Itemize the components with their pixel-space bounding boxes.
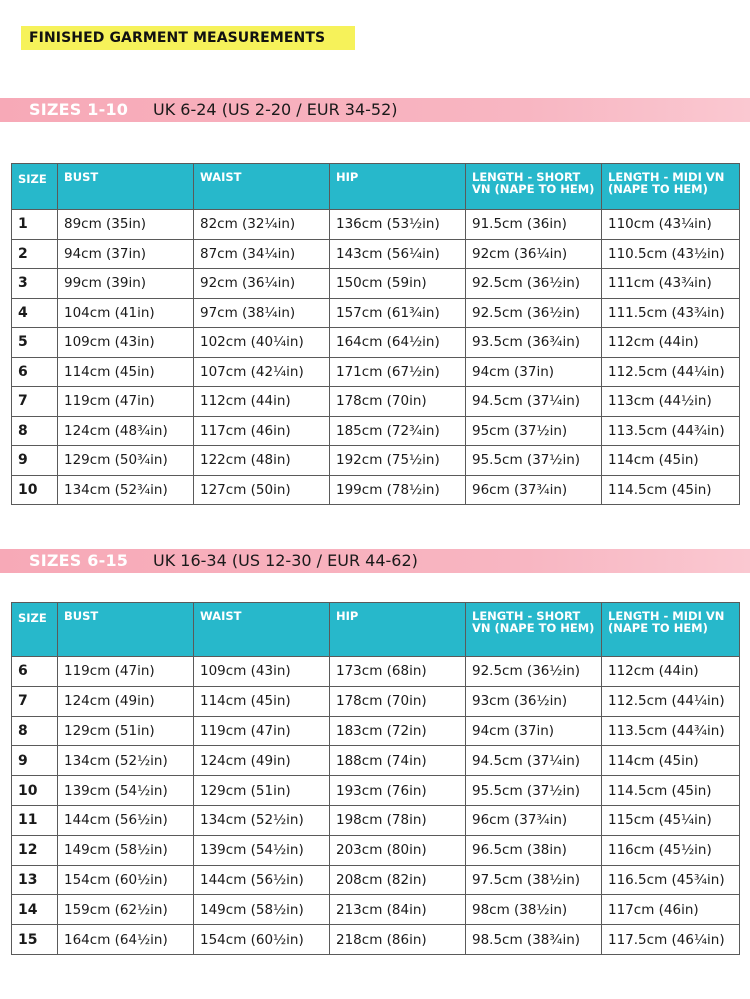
section-subtitle: UK 6-24 (US 2-20 / EUR 34-52) [153,100,398,119]
length-midi-cell: 116cm (45½in) [602,835,740,865]
length-short-cell: 92.5cm (36½in) [466,269,602,299]
table-row [12,805,740,835]
length-midi-cell: 112cm (44in) [602,657,740,687]
length-midi-cell: 110.5cm (43½in) [602,239,740,269]
waist-cell: 127cm (50in) [194,475,330,505]
length-short-cell: 92.5cm (36½in) [466,657,602,687]
waist-cell: 129cm (51in) [194,776,330,806]
bust-cell: 154cm (60½in) [58,865,194,895]
section-label: SIZES 6-15 [29,551,129,570]
hip-cell: 171cm (67½in) [330,357,466,387]
hip-cell: 193cm (76in) [330,776,466,806]
length-short-cell: 98.5cm (38¾in) [466,925,602,955]
length-short-cell: 94.5cm (37¼in) [466,746,602,776]
section-band-2 [0,549,750,573]
bust-cell: 164cm (64½in) [58,925,194,955]
column-header-size: SIZE [12,164,58,210]
length-short-cell: 95.5cm (37½in) [466,446,602,476]
size-cell: 4 [12,298,58,328]
bust-cell: 104cm (41in) [58,298,194,328]
bust-cell: 129cm (51in) [58,716,194,746]
column-header-length-midi: LENGTH - MIDI VN (NAPE TO HEM) [602,603,740,657]
length-midi-cell: 115cm (45¼in) [602,805,740,835]
table-body [12,210,740,505]
length-midi-cell: 114.5cm (45in) [602,475,740,505]
hip-cell: 183cm (72in) [330,716,466,746]
bust-cell: 109cm (43in) [58,328,194,358]
length-midi-cell: 117.5cm (46¼in) [602,925,740,955]
waist-cell: 102cm (40¼in) [194,328,330,358]
length-short-cell: 94cm (37in) [466,716,602,746]
table-row [12,210,740,240]
bust-cell: 94cm (37in) [58,239,194,269]
hip-cell: 157cm (61¾in) [330,298,466,328]
bust-cell: 119cm (47in) [58,387,194,417]
waist-cell: 154cm (60½in) [194,925,330,955]
hip-cell: 199cm (78½in) [330,475,466,505]
length-short-cell: 91.5cm (36in) [466,210,602,240]
length-midi-cell: 111.5cm (43¾in) [602,298,740,328]
hip-cell: 178cm (70in) [330,387,466,417]
length-midi-cell: 114cm (45in) [602,446,740,476]
hip-cell: 164cm (64½in) [330,328,466,358]
length-short-cell: 93.5cm (36¾in) [466,328,602,358]
hip-cell: 213cm (84in) [330,895,466,925]
length-midi-cell: 116.5cm (45¾in) [602,865,740,895]
table-body [12,657,740,955]
size-cell: 10 [12,776,58,806]
hip-cell: 208cm (82in) [330,865,466,895]
waist-cell: 109cm (43in) [194,657,330,687]
size-cell: 2 [12,239,58,269]
waist-cell: 124cm (49in) [194,746,330,776]
waist-cell: 119cm (47in) [194,716,330,746]
table-row [12,925,740,955]
waist-cell: 122cm (48in) [194,446,330,476]
measurements-table-2 [11,602,740,955]
column-header-waist: WAIST [194,164,330,210]
length-midi-cell: 110cm (43¼in) [602,210,740,240]
table-row [12,416,740,446]
page-title: FINISHED GARMENT MEASUREMENTS [21,26,355,50]
waist-cell: 107cm (42¼in) [194,357,330,387]
table-row [12,446,740,476]
length-short-cell: 93cm (36½in) [466,686,602,716]
hip-cell: 136cm (53½in) [330,210,466,240]
bust-cell: 124cm (49in) [58,686,194,716]
waist-cell: 87cm (34¼in) [194,239,330,269]
size-cell: 12 [12,835,58,865]
length-midi-cell: 114.5cm (45in) [602,776,740,806]
waist-cell: 112cm (44in) [194,387,330,417]
bust-cell: 144cm (56½in) [58,805,194,835]
length-midi-cell: 111cm (43¾in) [602,269,740,299]
table-row [12,387,740,417]
size-cell: 6 [12,357,58,387]
table-row [12,895,740,925]
bust-cell: 134cm (52½in) [58,746,194,776]
bust-cell: 89cm (35in) [58,210,194,240]
hip-cell: 150cm (59in) [330,269,466,299]
size-cell: 15 [12,925,58,955]
table-row [12,776,740,806]
column-header-bust: BUST [58,603,194,657]
waist-cell: 139cm (54½in) [194,835,330,865]
size-cell: 9 [12,446,58,476]
table-row [12,269,740,299]
length-midi-cell: 114cm (45in) [602,746,740,776]
length-short-cell: 94.5cm (37¼in) [466,387,602,417]
length-midi-cell: 113.5cm (44¾in) [602,716,740,746]
hip-cell: 178cm (70in) [330,686,466,716]
length-short-cell: 98cm (38½in) [466,895,602,925]
column-header-bust: BUST [58,164,194,210]
hip-cell: 192cm (75½in) [330,446,466,476]
table-header-row [12,164,740,210]
table-row [12,357,740,387]
table-row [12,298,740,328]
waist-cell: 92cm (36¼in) [194,269,330,299]
table-row [12,657,740,687]
waist-cell: 114cm (45in) [194,686,330,716]
bust-cell: 129cm (50¾in) [58,446,194,476]
size-cell: 8 [12,716,58,746]
bust-cell: 159cm (62½in) [58,895,194,925]
waist-cell: 149cm (58½in) [194,895,330,925]
column-header-length-midi: LENGTH - MIDI VN (NAPE TO HEM) [602,164,740,210]
bust-cell: 99cm (39in) [58,269,194,299]
section-label: SIZES 1-10 [29,100,129,119]
size-cell: 8 [12,416,58,446]
measurements-table-1 [11,163,740,505]
column-header-hip: HIP [330,603,466,657]
column-header-waist: WAIST [194,603,330,657]
bust-cell: 124cm (48¾in) [58,416,194,446]
hip-cell: 188cm (74in) [330,746,466,776]
waist-cell: 134cm (52½in) [194,805,330,835]
length-short-cell: 95.5cm (37½in) [466,776,602,806]
table-row [12,239,740,269]
hip-cell: 185cm (72¾in) [330,416,466,446]
size-cell: 14 [12,895,58,925]
table-row [12,835,740,865]
hip-cell: 173cm (68in) [330,657,466,687]
size-cell: 13 [12,865,58,895]
length-short-cell: 96.5cm (38in) [466,835,602,865]
column-header-length-short: LENGTH - SHORT VN (NAPE TO HEM) [466,164,602,210]
length-short-cell: 95cm (37½in) [466,416,602,446]
length-midi-cell: 112.5cm (44¼in) [602,686,740,716]
length-midi-cell: 113.5cm (44¾in) [602,416,740,446]
length-short-cell: 96cm (37¾in) [466,475,602,505]
length-midi-cell: 112.5cm (44¼in) [602,357,740,387]
column-header-size: SIZE [12,603,58,657]
length-short-cell: 97.5cm (38½in) [466,865,602,895]
waist-cell: 144cm (56½in) [194,865,330,895]
table-row [12,686,740,716]
table-header-row [12,603,740,657]
size-cell: 6 [12,657,58,687]
length-midi-cell: 113cm (44½in) [602,387,740,417]
size-cell: 1 [12,210,58,240]
length-midi-cell: 112cm (44in) [602,328,740,358]
bust-cell: 114cm (45in) [58,357,194,387]
size-cell: 5 [12,328,58,358]
waist-cell: 82cm (32¼in) [194,210,330,240]
length-short-cell: 92cm (36¼in) [466,239,602,269]
length-short-cell: 94cm (37in) [466,357,602,387]
size-cell: 3 [12,269,58,299]
hip-cell: 143cm (56¼in) [330,239,466,269]
length-short-cell: 96cm (37¾in) [466,805,602,835]
bust-cell: 119cm (47in) [58,657,194,687]
table-row [12,716,740,746]
table-row [12,746,740,776]
hip-cell: 198cm (78in) [330,805,466,835]
length-short-cell: 92.5cm (36½in) [466,298,602,328]
column-header-hip: HIP [330,164,466,210]
column-header-length-short: LENGTH - SHORT VN (NAPE TO HEM) [466,603,602,657]
size-cell: 10 [12,475,58,505]
section-subtitle: UK 16-34 (US 12-30 / EUR 44-62) [153,551,418,570]
size-cell: 11 [12,805,58,835]
waist-cell: 117cm (46in) [194,416,330,446]
section-band-1 [0,98,750,122]
table-row [12,865,740,895]
size-cell: 7 [12,387,58,417]
size-cell: 7 [12,686,58,716]
waist-cell: 97cm (38¼in) [194,298,330,328]
bust-cell: 134cm (52¾in) [58,475,194,505]
bust-cell: 149cm (58½in) [58,835,194,865]
hip-cell: 218cm (86in) [330,925,466,955]
hip-cell: 203cm (80in) [330,835,466,865]
size-cell: 9 [12,746,58,776]
table-row [12,328,740,358]
table-row [12,475,740,505]
bust-cell: 139cm (54½in) [58,776,194,806]
length-midi-cell: 117cm (46in) [602,895,740,925]
